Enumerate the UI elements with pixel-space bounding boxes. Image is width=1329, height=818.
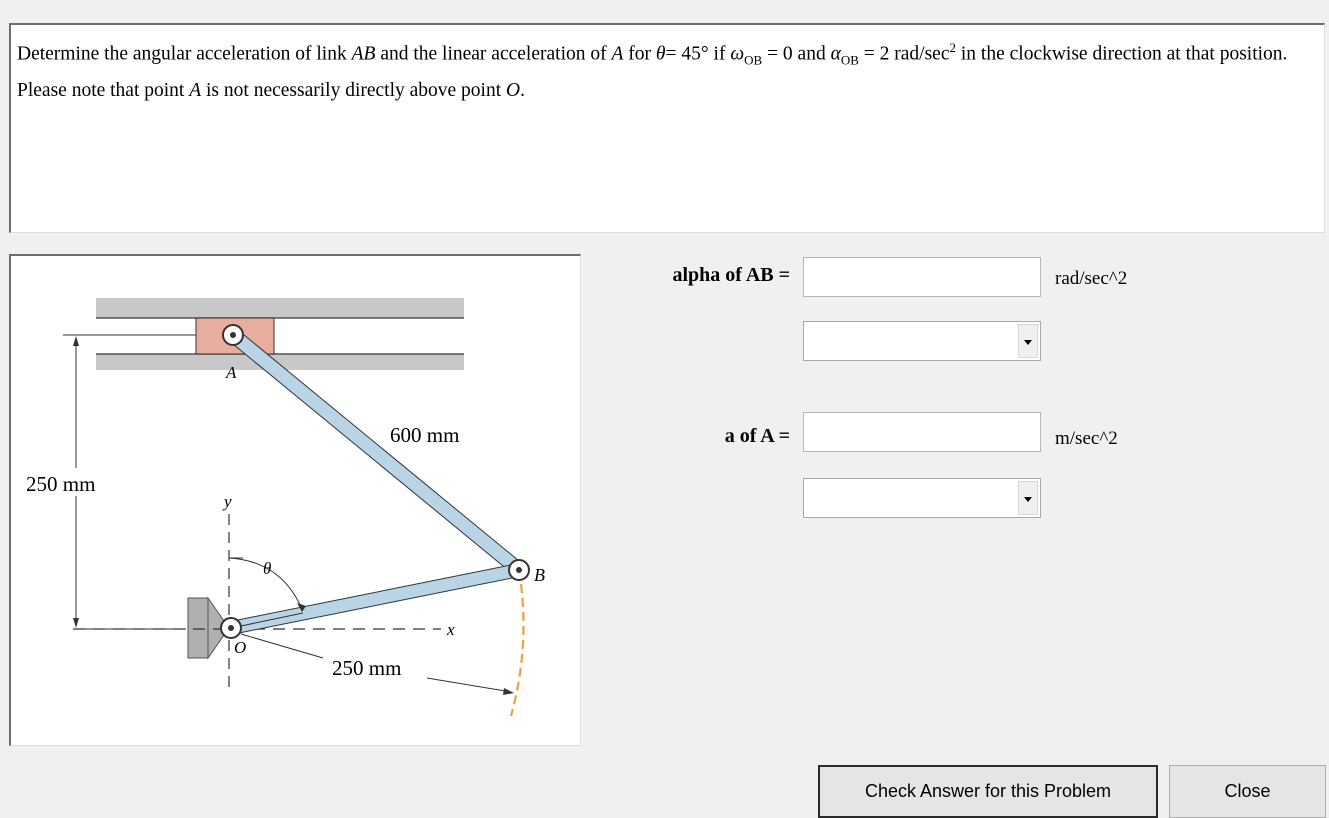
a-of-a-direction-select[interactable] [803,478,1041,518]
exponent: 2 [949,40,956,55]
link-symbol: AB [351,43,376,65]
theta-symbol: θ [655,43,666,65]
point-b-label: B [534,565,545,585]
link-ab-dimension-label: 600 mm [390,423,460,447]
problem-text: in the clockwise direction at that position. Please note that point [17,43,1288,102]
top-guide-rail [96,298,464,318]
omega-subscript: OB [744,52,763,68]
pin-o-center [228,625,234,631]
alpha-symbol: α [830,43,841,65]
close-button[interactable]: Close [1169,765,1326,818]
point-o-label: O [234,638,247,657]
alpha-subscript: OB [840,52,859,68]
problem-text: and the linear acceleration of [375,43,612,65]
alpha-ab-unit: rad/sec^2 [1055,268,1128,289]
alpha-ab-direction-select[interactable] [803,321,1041,361]
omega-symbol: ω [730,43,745,65]
mechanism-figure [9,254,581,746]
pin-b-center [516,567,522,573]
pin-a-center [230,332,236,338]
problem-text: = 45° if [665,43,731,65]
point-a-symbol: A [189,80,202,102]
check-answer-button[interactable]: Check Answer for this Problem [818,765,1158,818]
problem-text: is not necessarily directly above point [201,80,507,102]
chevron-down-icon [1024,340,1032,345]
x-axis-label: x [447,620,455,639]
a-of-a-input[interactable] [803,412,1041,452]
problem-text: Determine the angular acceleration of link [17,43,352,65]
chevron-down-icon [1024,497,1032,502]
problem-statement [9,23,1325,233]
theta-label: θ [263,559,272,578]
path-of-b [511,584,523,716]
problem-text: = 0 and [762,43,831,65]
a-of-a-label: a of A = [724,425,790,447]
point-a-label: A [226,363,237,382]
fixed-support [188,598,208,658]
problem-text: for [623,43,656,65]
link-dimension-line [427,678,511,692]
dropdown-button[interactable] [1018,324,1038,358]
point-a-symbol: A [611,43,624,65]
alpha-ab-input[interactable] [803,257,1041,297]
y-axis-label: y [224,492,232,511]
dimension-arrow [73,336,79,346]
link-ab [233,335,519,570]
link-dimension-arrow [503,688,514,695]
link-dimension-line [241,634,323,658]
point-o-symbol: O [506,80,521,102]
mechanism-diagram [11,256,581,746]
problem-text: . [520,80,525,102]
dropdown-button[interactable] [1018,481,1038,515]
a-of-a-unit: m/sec^2 [1055,428,1118,449]
link-ob-dimension-label: 250 mm [332,656,402,680]
vertical-dimension-label: 250 mm [26,472,96,496]
alpha-ab-label: alpha of AB = [672,264,790,286]
problem-text: = 2 rad/sec [858,43,950,65]
dimension-arrow [73,618,79,628]
